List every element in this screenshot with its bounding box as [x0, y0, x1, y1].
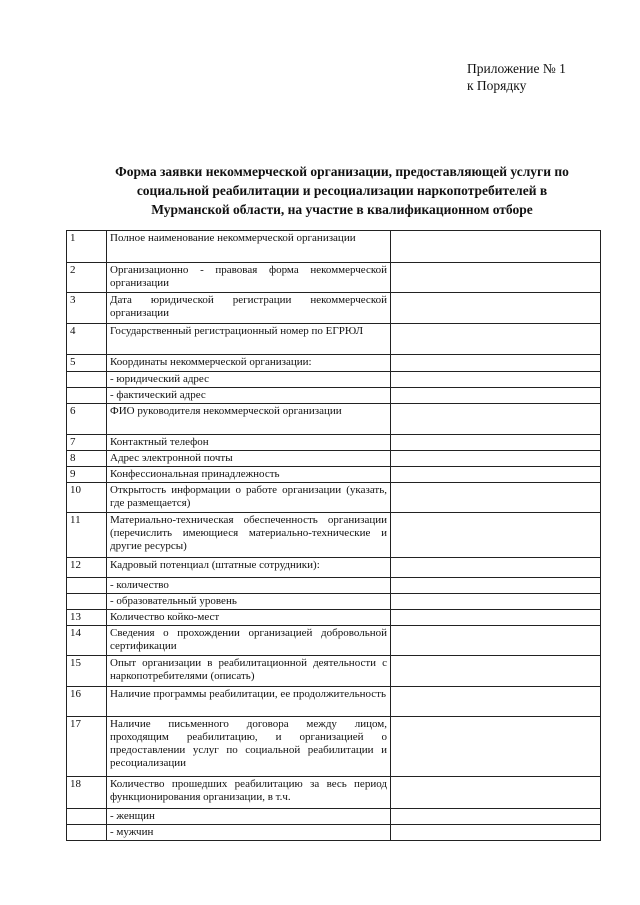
- row-number: [67, 809, 107, 825]
- row-value-field[interactable]: [391, 324, 601, 355]
- document-title: [72, 162, 612, 219]
- table-row: [67, 388, 601, 404]
- row-label: ФИО руководителя некоммерческой организации: [107, 404, 391, 435]
- row-label: Дата юридической регистрации некоммерческой организации: [107, 293, 391, 324]
- table-row: [67, 467, 601, 483]
- row-label: Сведения о прохождении организацией добровольной сертификации: [107, 626, 391, 656]
- row-value-field[interactable]: [391, 656, 601, 687]
- row-number: 17: [67, 717, 107, 777]
- row-value-field[interactable]: [391, 594, 601, 610]
- row-value-field[interactable]: [391, 483, 601, 513]
- table-row: [67, 578, 601, 594]
- appendix-number: Приложение № 1: [467, 61, 566, 76]
- row-number: [67, 594, 107, 610]
- row-value-field[interactable]: [391, 610, 601, 626]
- application-form-table: [66, 230, 601, 841]
- row-number: 10: [67, 483, 107, 513]
- row-value-field[interactable]: [391, 372, 601, 388]
- table-row: [67, 777, 601, 809]
- row-number: [67, 578, 107, 594]
- row-value-field[interactable]: [391, 717, 601, 777]
- row-value-field[interactable]: [391, 626, 601, 656]
- row-number: 6: [67, 404, 107, 435]
- row-label: Количество койко-мест: [107, 610, 391, 626]
- row-label: - юридический адрес: [107, 372, 391, 388]
- table-row: [67, 656, 601, 687]
- row-label: Координаты некоммерческой организации:: [107, 355, 391, 372]
- table-row: [67, 626, 601, 656]
- row-value-field[interactable]: [391, 404, 601, 435]
- row-label: Государственный регистрационный номер по ЕГРЮЛ: [107, 324, 391, 355]
- table-row: [67, 610, 601, 626]
- row-number: 7: [67, 435, 107, 451]
- row-label: - мужчин: [107, 825, 391, 841]
- row-label: - количество: [107, 578, 391, 594]
- row-value-field[interactable]: [391, 809, 601, 825]
- row-number: [67, 825, 107, 841]
- table-row: [67, 594, 601, 610]
- table-row: [67, 825, 601, 841]
- row-label: - фактический адрес: [107, 388, 391, 404]
- row-value-field[interactable]: [391, 231, 601, 263]
- row-label: Открытость информации о работе организации (указать, где размещается): [107, 483, 391, 513]
- row-number: 16: [67, 687, 107, 717]
- table-row: [67, 687, 601, 717]
- title-line-2: социальной реабилитации и ресоциализации наркопотребителей в: [136, 183, 548, 198]
- table-row: [67, 483, 601, 513]
- table-row: [67, 372, 601, 388]
- row-label: - образовательный уровень: [107, 594, 391, 610]
- row-number: 2: [67, 263, 107, 293]
- row-value-field[interactable]: [391, 388, 601, 404]
- table-row: [67, 231, 601, 263]
- row-number: 13: [67, 610, 107, 626]
- table-row: [67, 451, 601, 467]
- table-row: [67, 435, 601, 451]
- row-value-field[interactable]: [391, 293, 601, 324]
- row-number: 8: [67, 451, 107, 467]
- table-row: [67, 558, 601, 578]
- row-label: Наличие программы реабилитации, ее продолжительность: [107, 687, 391, 717]
- row-number: [67, 388, 107, 404]
- row-number: 12: [67, 558, 107, 578]
- table-row: [67, 293, 601, 324]
- row-label: Кадровый потенциал (штатные сотрудники):: [107, 558, 391, 578]
- row-label: Наличие письменного договора между лицом, проходящим реабилитацию, и организацией о предоставлении услуг по социальной реабилитации и ресоциализации: [107, 717, 391, 777]
- row-label: Количество прошедших реабилитацию за весь период функционирования организации, в т.ч.: [107, 777, 391, 809]
- row-value-field[interactable]: [391, 558, 601, 578]
- row-label: - женщин: [107, 809, 391, 825]
- title-line-3: Мурманской области, на участие в квалификационном отборе: [151, 202, 533, 217]
- row-label: Конфессиональная принадлежность: [107, 467, 391, 483]
- row-value-field[interactable]: [391, 687, 601, 717]
- table-row: [67, 324, 601, 355]
- row-number: 18: [67, 777, 107, 809]
- row-number: 9: [67, 467, 107, 483]
- row-value-field[interactable]: [391, 467, 601, 483]
- row-label: Организационно - правовая форма некоммерческой организации: [107, 263, 391, 293]
- row-label: Материально-техническая обеспеченность организации (перечислить имеющиеся материально-технические и другие ресурсы): [107, 513, 391, 558]
- row-number: 14: [67, 626, 107, 656]
- row-number: [67, 372, 107, 388]
- row-value-field[interactable]: [391, 777, 601, 809]
- row-label: Контактный телефон: [107, 435, 391, 451]
- row-number: 1: [67, 231, 107, 263]
- row-number: 15: [67, 656, 107, 687]
- row-number: 3: [67, 293, 107, 324]
- row-value-field[interactable]: [391, 435, 601, 451]
- row-value-field[interactable]: [391, 513, 601, 558]
- row-value-field[interactable]: [391, 451, 601, 467]
- row-number: 4: [67, 324, 107, 355]
- appendix-reference: к Порядку: [467, 78, 527, 93]
- table-row: [67, 404, 601, 435]
- row-label: Опыт организации в реабилитационной деятельности с наркопотребителями (описать): [107, 656, 391, 687]
- table-row: [67, 355, 601, 372]
- row-number: 5: [67, 355, 107, 372]
- row-number: 11: [67, 513, 107, 558]
- row-value-field[interactable]: [391, 578, 601, 594]
- row-label: Адрес электронной почты: [107, 451, 391, 467]
- appendix-header: [467, 60, 566, 94]
- table-row: [67, 513, 601, 558]
- row-label: Полное наименование некоммерческой организации: [107, 231, 391, 263]
- title-line-1: Форма заявки некоммерческой организации, предоставляющей услуги по: [115, 164, 569, 179]
- table-row: [67, 263, 601, 293]
- row-value-field[interactable]: [391, 263, 601, 293]
- table-row: [67, 717, 601, 777]
- row-value-field[interactable]: [391, 355, 601, 372]
- table-row: [67, 809, 601, 825]
- row-value-field[interactable]: [391, 825, 601, 841]
